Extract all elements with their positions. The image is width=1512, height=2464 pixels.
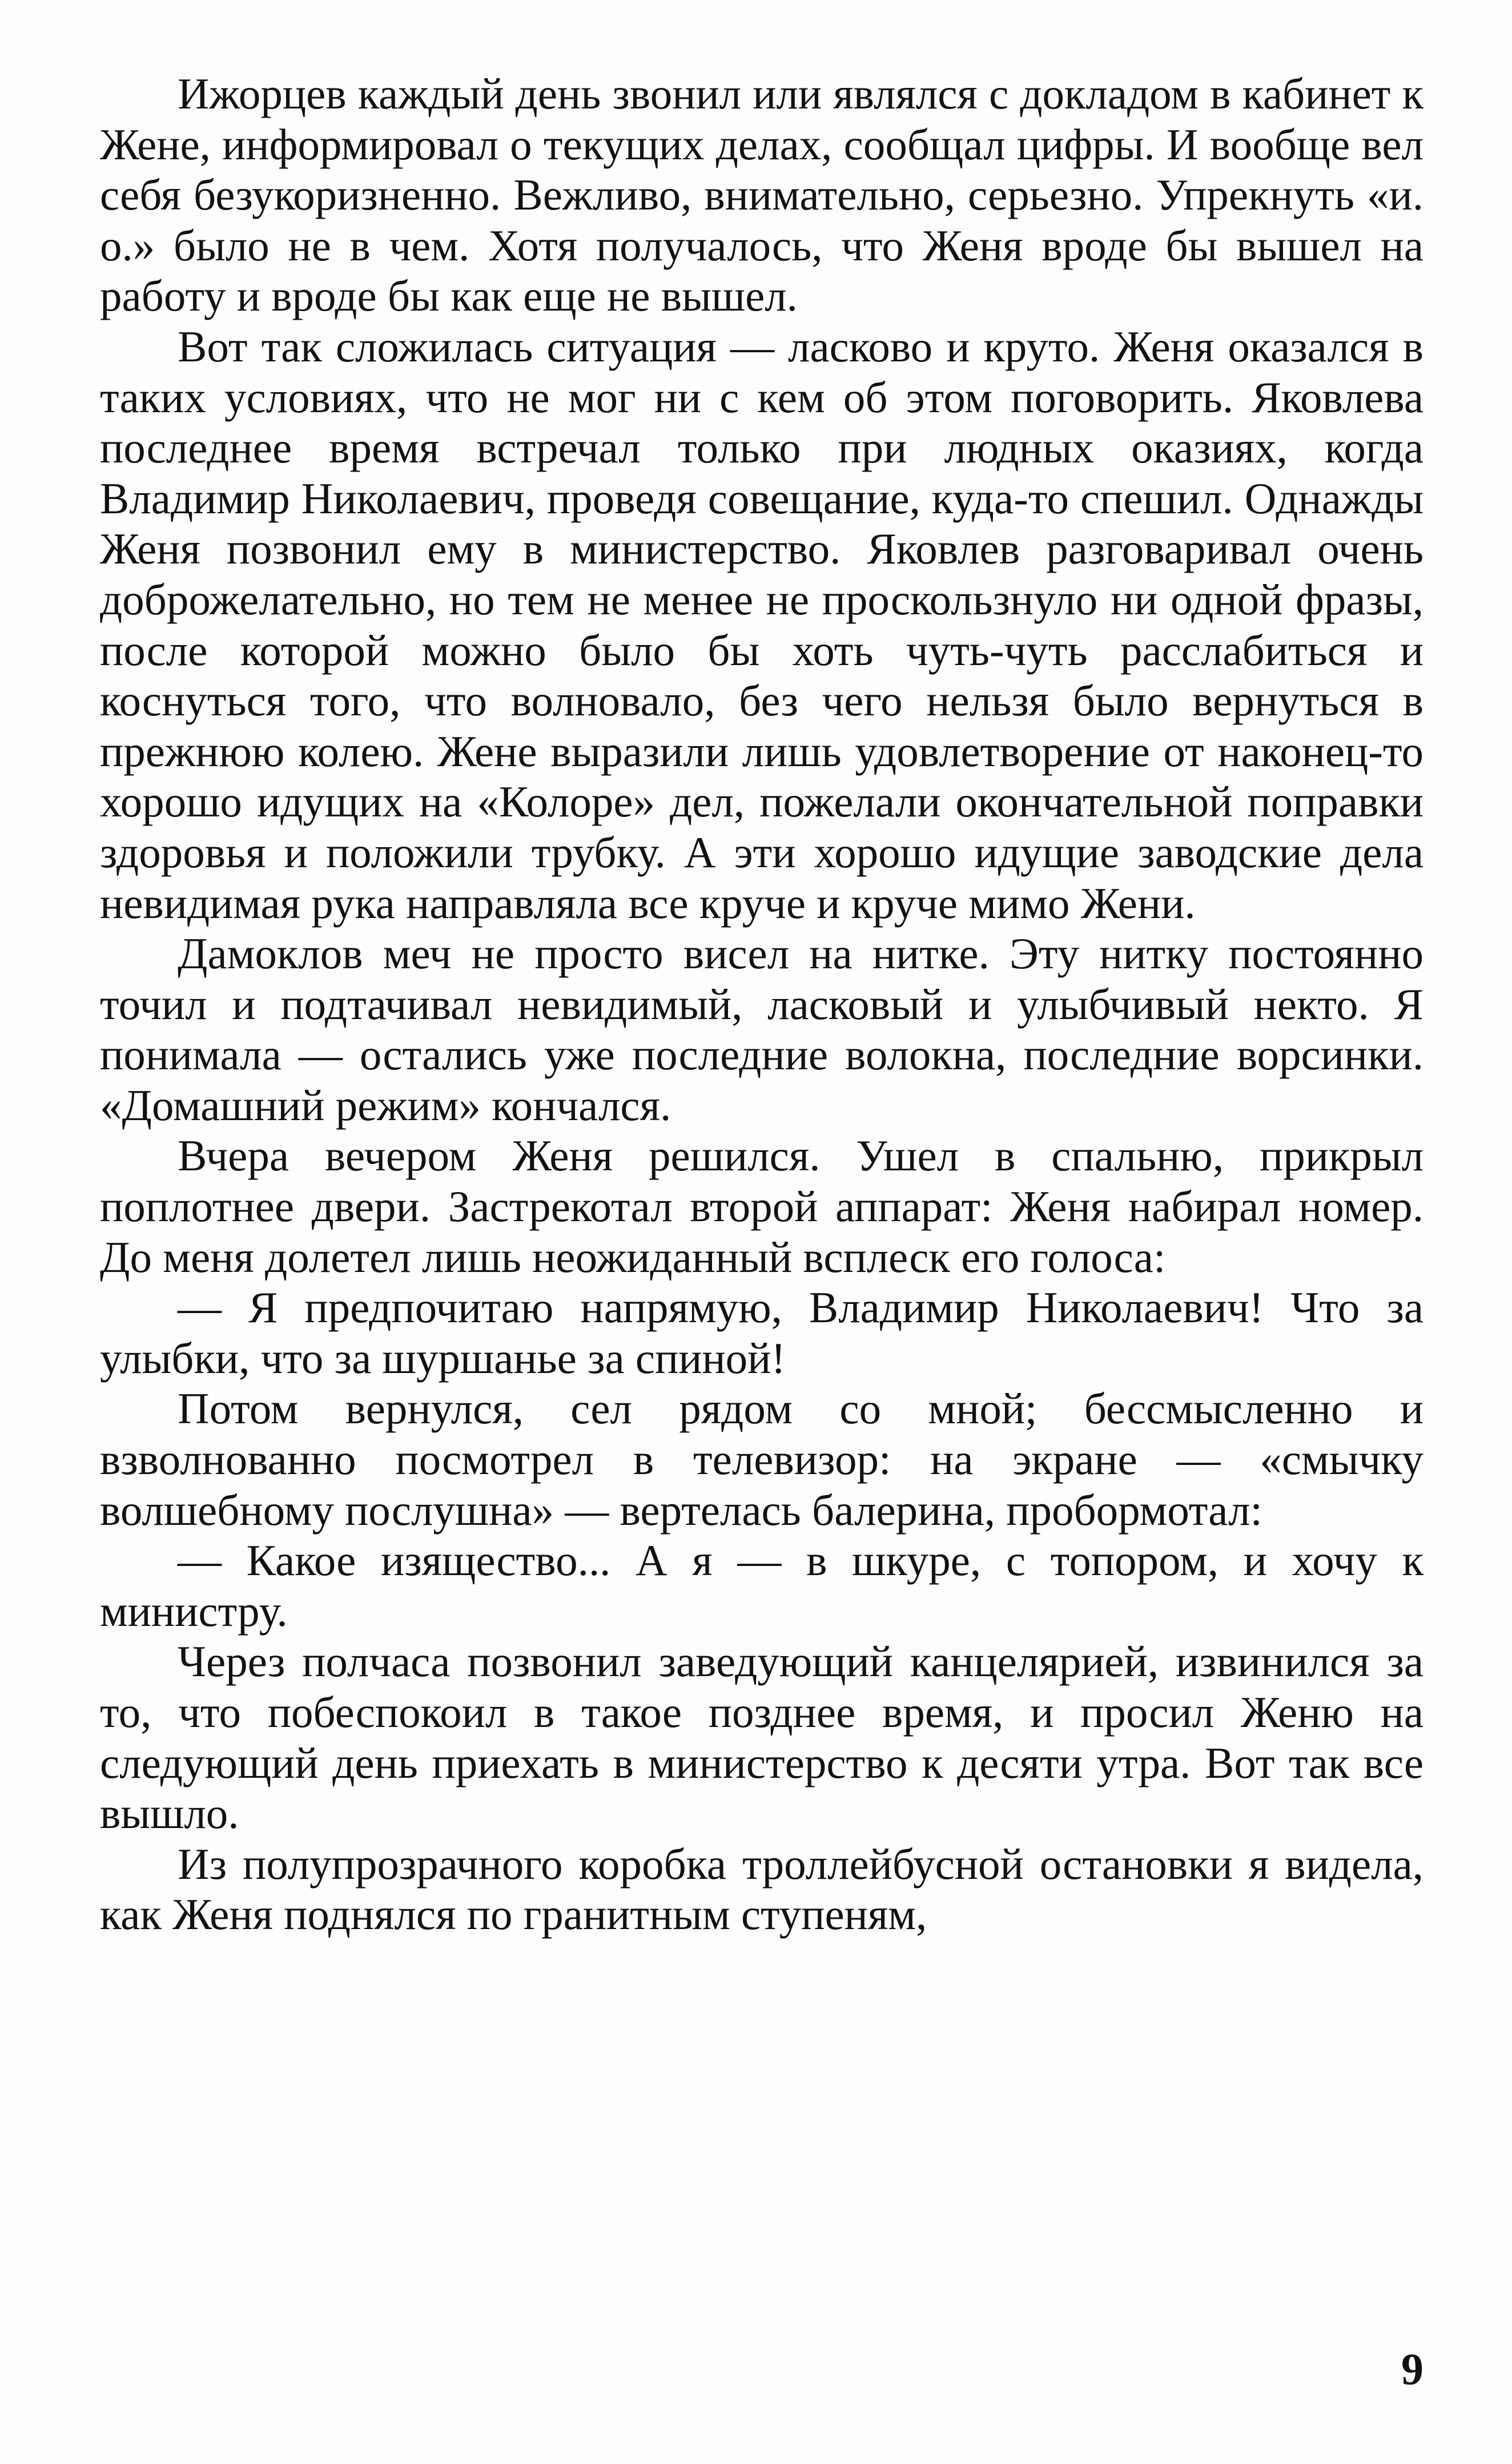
dialogue-line-2: — Какое изящество... А я — в шкуре, с топором, и хочу к министру. xyxy=(100,1536,1423,1636)
paragraph-5: Потом вернулся, сел рядом со мной; бессмысленно и взволнованно посмотрел в телевизор: на экране — «смычку волшебному послушна» — вертелась балерина, пробормотал: xyxy=(100,1384,1423,1535)
paragraph-6: Через полчаса позвонил заведующий канцелярией, извинился за то, что побеспокоил в такое позднее время, и просил Женю на следующий день приехать в министерство к десяти утра. Вот так все вышло. xyxy=(100,1637,1423,1838)
page-number: 9 xyxy=(1401,2344,1423,2394)
paragraph-4: Вчера вечером Женя решился. Ушел в спальню, прикрыл поплотнее двери. Застрекотал второй аппарат: Женя набирал номер. До меня долетел лишь неожиданный всплеск его голоса: xyxy=(100,1131,1423,1282)
body-text xyxy=(100,69,1423,1940)
paragraph-7: Из полупрозрачного коробка троллейбусной остановки я видела, как Женя поднялся по гранитным ступеням, xyxy=(100,1839,1423,1939)
paragraph-1: Ижорцев каждый день звонил или являлся с докладом в кабинет к Жене, информировал о текущих делах, сообщал цифры. И вообще вел себя безукоризненно. Вежливо, внимательно, серьезно. Упрекнуть «и. о.» было не в чем. Хотя получалось, что Женя вроде бы вышел на работу и вроде бы как еще не вышел. xyxy=(100,69,1423,321)
dialogue-line-1: — Я предпочитаю напрямую, Владимир Николаевич! Что за улыбки, что за шуршанье за спиной! xyxy=(100,1283,1423,1383)
paragraph-2: Вот так сложилась ситуация — ласково и круто. Женя оказался в таких условиях, что не мог ни с кем об этом поговорить. Яковлева последнее время встречал только при людных оказиях, когда Владимир Николаевич, проведя совещание, куда-то спешил. Однажды Женя позвонил ему в министерство. Яковлев разговаривал очень доброжелательно, но тем не менее не проскользнуло ни одной фразы, после которой можно было бы хоть чуть-чуть расслабиться и коснуться того, что волновало, без чего нельзя было вернуться в прежнюю колею. Жене выразили лишь удовлетворение от наконец-то хорошо идущих на «Колоре» дел, пожелали окончательной поправки здоровья и положили трубку. А эти хорошо идущие заводские дела невидимая рука направляла все круче и круче мимо Жени. xyxy=(100,321,1423,928)
paragraph-3: Дамоклов меч не просто висел на нитке. Эту нитку постоянно точил и подтачивал невидимый, ласковый и улыбчивый некто. Я понимала — остались уже последние волокна, последние ворсинки. «Домашний режим» кончался. xyxy=(100,929,1423,1130)
